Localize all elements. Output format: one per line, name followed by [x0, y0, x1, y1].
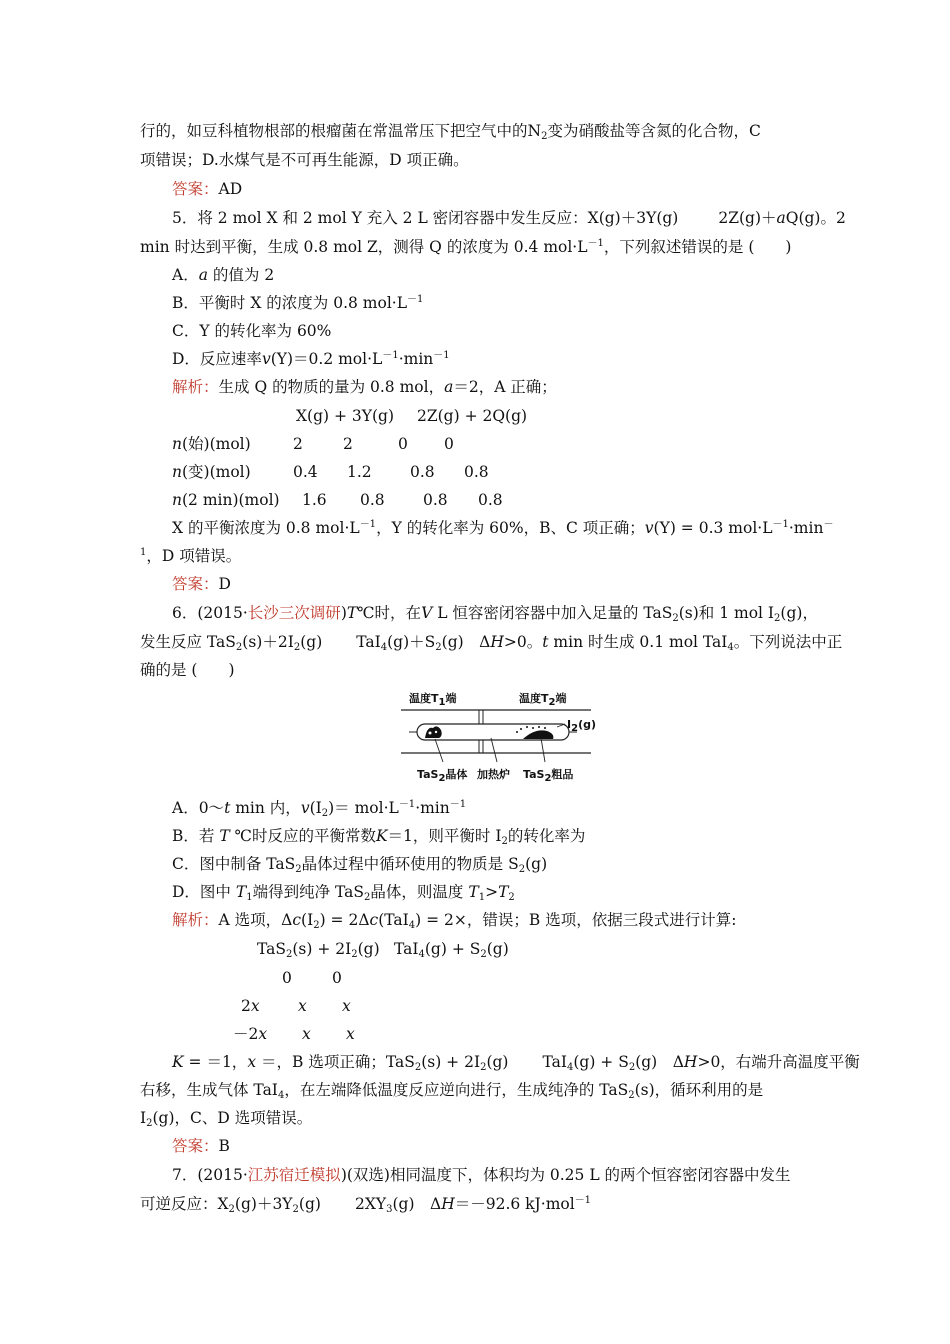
cell: 0.8	[464, 463, 489, 481]
label-furnace: 加热炉	[477, 768, 510, 781]
cell: x	[298, 997, 307, 1015]
equation-right: $TaI_4(g) + S_2(g)$	[394, 940, 509, 960]
analysis-line: 解析：生成 Q 的物质的量为 0.8 mol，a＝2，A 正确；	[172, 378, 557, 396]
question-5-cont: min 时达到平衡，生成 0.8 mol Z，测得 Q 的浓度为 0.4 $mol\cdot L^{-1}$，下列叙述错误的是 ( )	[140, 238, 792, 256]
label-tas2-crude: TaS$_2$粗品	[523, 768, 574, 784]
cell: 2x	[241, 997, 260, 1015]
cell: 2	[343, 435, 353, 453]
option-b: B．若 T ℃时反应的平衡常数K＝1，则平衡时 $I_2$的转化率为	[172, 827, 586, 847]
text-line: 项错误；D.水煤气是不可再生能源，D 项正确。	[140, 151, 469, 169]
answer-line: 答案：AD	[172, 180, 243, 198]
question-7-cont: 可逆反应：$X_2(g)+3Y_2(g)$ $2XY_3(g)$ ΔH＝－92.6 kJ·mol$^{-1}$	[140, 1195, 592, 1215]
source-label: 江苏宿迁模拟	[247, 1166, 341, 1184]
analysis-line: $I_2(g)$，C、D 选项错误。	[140, 1109, 313, 1129]
cell: 1.6	[302, 491, 327, 509]
analysis-line: $^1$，D 项错误。	[140, 547, 242, 565]
question-6: 6．(2015·长沙三次调研)T℃时，在V L 恒容密闭容器中加入足量的 TaS$_2$(s)和 1 mol $I_2(g)$，	[172, 604, 818, 624]
cell: x	[342, 997, 351, 1015]
cell: 0.8	[360, 491, 385, 509]
equation-right: 2Z(g) + 2Q(g)	[417, 407, 528, 425]
cell: 0.8	[410, 463, 435, 481]
equation-left: $TaS_2(s) + 2I_2(g)$	[257, 940, 380, 960]
cell: 0	[444, 435, 454, 453]
cell: 0	[332, 969, 342, 987]
cell: x	[346, 1025, 355, 1043]
analysis-line: X 的平衡浓度为 0.8 $mol\cdot L^{-1}$，Y 的转化率为 60%，B、C 项正确；v(Y) = 0.3 $mol\cdot L^{-1}\cdot\min^-$	[172, 519, 834, 537]
question-6-cont: 确的是 ( )	[140, 661, 235, 679]
answer-label: 答案：	[172, 1137, 219, 1155]
analysis-line: 右移，生成气体 TaI$_4$，在左端降低温度反应逆向进行，生成纯净的 TaS$_2$(s)，循环利用的是	[140, 1081, 764, 1101]
label-i2-gas: $I_2(g)$	[567, 718, 596, 734]
option-d: D．反应速率v(Y)＝0.2 $mol\cdot L^{-1}\cdot\min^{-1}$	[172, 350, 450, 368]
answer-line: 答案：B	[172, 1137, 230, 1155]
row-end-label: n(2 min)(mol)	[172, 491, 280, 509]
apparatus-diagram	[395, 688, 605, 784]
analysis-label: 解析：	[172, 378, 219, 396]
question-6-cont: 发生反应 $TaS_2(s)+2I_2(g)$ $TaI_4(g)+S_2(g)$ ΔH>0。t min 时生成 0.1 mol TaI$_4$。下列说法中正	[140, 633, 843, 653]
text-line: 行的，如豆科植物根部的根瘤菌在常温常压下把空气中的$N_2$变为硝酸盐等含氮的化合物，C	[140, 122, 761, 142]
cell: 0	[282, 969, 292, 987]
cell: x	[302, 1025, 311, 1043]
equation-left: X(g) + 3Y(g)	[296, 407, 395, 425]
option-a: A．a 的值为 2	[172, 266, 275, 284]
answer-label: 答案：	[172, 575, 219, 593]
cell: 0.8	[478, 491, 503, 509]
analysis-line: 解析：A 选项，$\Delta c(I_2) = 2\Delta c(TaI_4) = 2\times$，错误；B 选项，依据三段式进行计算:	[172, 911, 737, 931]
source-label: 长沙三次调研	[247, 604, 341, 622]
label-tas2-crystal: TaS$_2$晶体	[417, 768, 468, 784]
cell: 2	[293, 435, 303, 453]
question-5: 5．将 2 mol X 和 2 mol Y 充入 2 L 密闭容器中发生反应：X(g)＋3Y(g) 2Z(g)＋aQ(g)。2	[172, 209, 846, 227]
option-d: D．图中 $T_1$端得到纯净 TaS$_2$晶体，则温度 $T_1>T_2$	[172, 883, 515, 903]
row-change-label: n(变)(mol)	[172, 463, 251, 481]
option-c: C．图中制备 TaS$_2$晶体过程中循环使用的物质是 $S_2(g)$	[172, 855, 548, 875]
cell: 0.4	[293, 463, 318, 481]
label-t2-end: 温度$T_2$端	[519, 692, 567, 708]
analysis-line: K = ＝1，x ＝，B 选项正确；$TaS_2(s) + 2I_2(g) TaI_4(g) + S_2(g)$ ΔH>0，右端升高温度平衡	[172, 1053, 860, 1073]
cell: 0.8	[423, 491, 448, 509]
option-b: B．平衡时 X 的浓度为 0.8 $mol\cdot L^{-1}$	[172, 294, 424, 312]
question-7: 7．(2015·江苏宿迁模拟)(双选)相同温度下，体积均为 0.25 L 的两个恒容密闭容器中发生	[172, 1166, 791, 1184]
label-t1-end: 温度$T_1$端	[409, 692, 457, 708]
cell: 0	[398, 435, 408, 453]
analysis-label: 解析：	[172, 911, 219, 929]
row-start-label: n(始)(mol)	[172, 435, 251, 453]
cell: －2x	[233, 1025, 268, 1043]
option-c: C．Y 的转化率为 60%	[172, 322, 332, 340]
cell: 1.2	[347, 463, 372, 481]
answer-line: 答案：D	[172, 575, 231, 593]
answer-label: 答案：	[172, 180, 219, 198]
option-a: A．0～t min 内，$v(I_2)= mol\cdot L^{-1}\cdot\min^{-1}$	[172, 799, 467, 819]
